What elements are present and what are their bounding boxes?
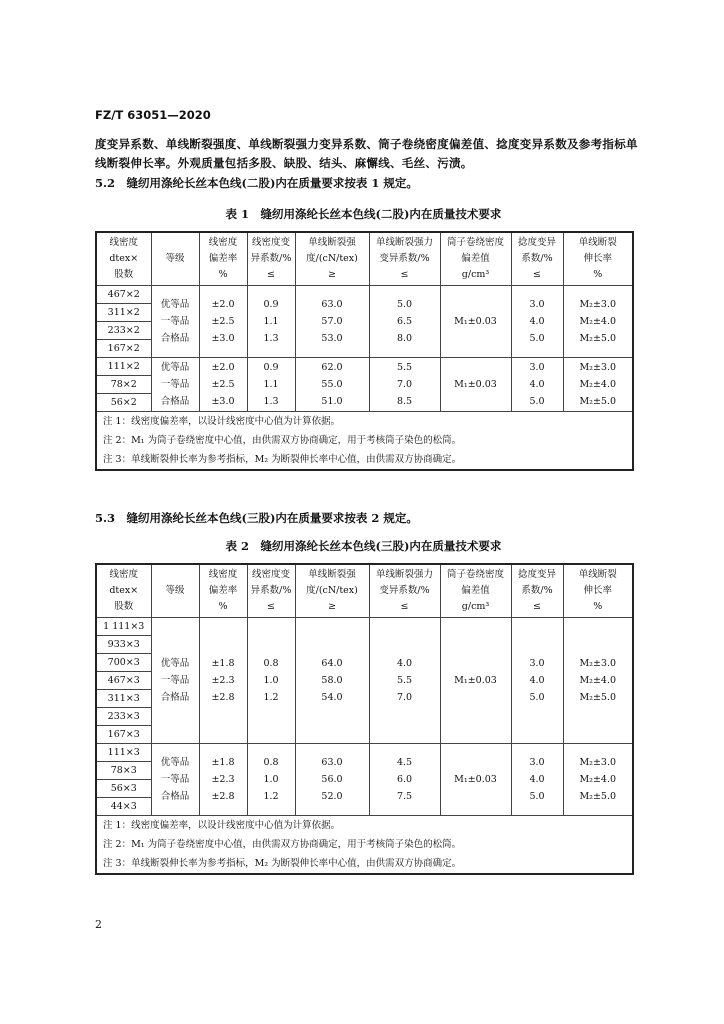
- header-line: dtex×: [109, 585, 139, 596]
- grades-value: 优等品: [160, 299, 190, 310]
- tenacity-cell: [295, 286, 369, 358]
- tenacity-value: 63.0: [321, 757, 343, 768]
- note-line: 注 3：单线断裂伸长率为参考指标，M₂ 为断裂伸长率中心值，由供需双方协商确定。: [103, 454, 462, 465]
- deviation-value: ±2.5: [211, 316, 235, 327]
- force_cv-value: 5.0: [396, 299, 413, 310]
- header-line: 偏差率: [208, 585, 238, 596]
- header-line: ≥: [328, 269, 336, 280]
- tenacity-value: 53.0: [321, 333, 343, 344]
- tenacity-value: 63.0: [321, 299, 343, 310]
- density-cell: 233×2: [96, 322, 151, 340]
- header-grade: 等级: [151, 232, 199, 286]
- tenacity-value: 52.0: [321, 791, 343, 802]
- force_cv-value: 7.0: [396, 379, 413, 390]
- header-grade: 等级: [151, 564, 199, 618]
- note-line: 注 1：线密度偏差率，以设计线密度中心值为计算依据。: [103, 416, 341, 427]
- force_cv-value: 7.5: [396, 791, 413, 802]
- package-cell: M₁±0.03: [440, 618, 511, 744]
- header-line: 线密度: [109, 569, 138, 580]
- cv-value: 0.9: [263, 299, 279, 310]
- cv-cell: [247, 358, 295, 412]
- header-line: 异系数/%: [250, 253, 292, 264]
- header-line: %: [593, 601, 603, 612]
- header-line: 变异系数/%: [379, 585, 430, 596]
- grades-value: 优等品: [160, 362, 190, 373]
- header-twist: [511, 564, 563, 618]
- twist-value: 4.0: [529, 774, 545, 785]
- density-cell: 233×3: [96, 708, 151, 726]
- header-line: 单线断裂强力: [375, 237, 433, 248]
- density-cell: 467×2: [96, 286, 151, 304]
- force_cv-value: 8.5: [396, 396, 413, 407]
- deviation-value: ±1.8: [211, 658, 235, 669]
- header-line: ≤: [533, 269, 541, 280]
- twist-value: 3.0: [529, 362, 545, 373]
- table1-caption: 表 1 缝纫用涤纶长丝本色线(二股)内在质量技术要求: [225, 207, 502, 221]
- cv-cell: [247, 618, 295, 744]
- standard-number: FZ/T 63051—2020: [95, 108, 211, 122]
- header-density: [96, 232, 151, 286]
- elong-value: M₂±3.0: [579, 362, 617, 373]
- package-cell: M₁±0.03: [440, 286, 511, 358]
- header-line: 变异系数/%: [379, 253, 430, 264]
- grades-cell: [151, 744, 199, 816]
- note-line: 注 1：线密度偏差率，以设计线密度中心值为计算依据。: [103, 820, 341, 831]
- twist-value: 5.0: [529, 333, 545, 344]
- cv-value: 0.8: [263, 757, 279, 768]
- cv-value: 1.2: [263, 692, 279, 703]
- elong-value: M₂±3.0: [579, 757, 617, 768]
- cv-cell: [247, 286, 295, 358]
- header-line: 筒子卷绕密度: [446, 569, 504, 580]
- grades-value: 一等品: [160, 675, 190, 686]
- tenacity-cell: [295, 744, 369, 816]
- tenacity-value: 57.0: [321, 316, 343, 327]
- grades-value: 优等品: [160, 757, 190, 768]
- header-line: 系数/%: [521, 585, 553, 596]
- density-cell: 467×3: [96, 672, 151, 690]
- force_cv-value: 6.0: [396, 774, 413, 785]
- force_cv-cell: [369, 286, 440, 358]
- header-line: 筒子卷绕密度: [446, 237, 504, 248]
- header-line: 度/(cN/tex): [306, 585, 358, 596]
- twist-value: 4.0: [529, 316, 545, 327]
- grades-value: 合格品: [160, 396, 190, 407]
- header-line: 线密度: [208, 237, 238, 248]
- header-cv: [247, 232, 295, 286]
- header-force_cv: [369, 232, 440, 286]
- table1: [95, 231, 634, 471]
- cv-value: 1.0: [263, 675, 279, 686]
- cv-value: 1.3: [263, 396, 279, 407]
- header-line: 线密度: [208, 569, 238, 580]
- header-line: 捻度变异: [517, 237, 556, 248]
- force_cv-value: 4.5: [396, 757, 413, 768]
- deviation-value: ±2.0: [211, 299, 235, 310]
- elong-cell: [563, 358, 633, 412]
- header-line: ≤: [267, 601, 275, 612]
- twist-cell: [511, 358, 563, 412]
- header-line: dtex×: [109, 253, 139, 264]
- twist-value: 4.0: [529, 675, 545, 686]
- header-line: 单线断裂: [578, 237, 617, 248]
- header-line: 股数: [114, 601, 134, 612]
- tenacity-value: 64.0: [321, 658, 343, 669]
- density-cell: 1 111×3: [96, 618, 151, 636]
- header-line: ≤: [267, 269, 275, 280]
- header-cv: [247, 564, 295, 618]
- force_cv-value: 8.0: [396, 333, 413, 344]
- deviation-cell: [199, 618, 247, 744]
- notes-row: [96, 412, 633, 471]
- table2-caption: 表 2 缝纫用涤纶长丝本色线(三股)内在质量技术要求: [225, 539, 502, 553]
- table-row: [96, 286, 633, 304]
- grades-value: 一等品: [160, 316, 190, 327]
- density-cell: 311×3: [96, 690, 151, 708]
- header-line: 线密度: [109, 237, 138, 248]
- intro-paragraph: 度变异系数、单线断裂强度、单线断裂强力变异系数、筒子卷绕密度偏差值、捻度变异系数及参考指标单线断裂伸长率。外观质量包括多股、缺股、结头、麻懈线、毛丝、污渍。: [95, 137, 638, 170]
- cv-value: 1.2: [263, 791, 279, 802]
- header-tenacity: [295, 564, 369, 618]
- density-cell: 44×3: [96, 798, 151, 816]
- tenacity-value: 62.0: [321, 362, 343, 373]
- density-cell: 78×2: [96, 376, 151, 394]
- force_cv-cell: [369, 618, 440, 744]
- header-line: 单线断裂: [578, 569, 617, 580]
- header-package: [440, 232, 511, 286]
- twist-cell: [511, 618, 563, 744]
- notes-cell: [96, 412, 633, 471]
- density-cell: 167×3: [96, 726, 151, 744]
- deviation-value: ±2.3: [211, 675, 235, 686]
- header-tenacity: [295, 232, 369, 286]
- elong-value: M₂±3.0: [579, 658, 617, 669]
- header-line: 度/(cN/tex): [306, 253, 358, 264]
- deviation-cell: [199, 286, 247, 358]
- package-cell: M₁±0.03: [440, 744, 511, 816]
- header-line: ≤: [533, 601, 541, 612]
- density-cell: 111×2: [96, 358, 151, 376]
- cv-value: 0.9: [263, 362, 279, 373]
- header-line: ≥: [328, 601, 336, 612]
- twist-cell: [511, 744, 563, 816]
- elong-value: M₂±3.0: [579, 299, 617, 310]
- table2: [95, 563, 634, 875]
- grades-value: 合格品: [160, 333, 190, 344]
- deviation-value: ±2.3: [211, 774, 235, 785]
- density-cell: 700×3: [96, 654, 151, 672]
- grades-value: 一等品: [160, 379, 190, 390]
- twist-value: 5.0: [529, 396, 545, 407]
- force_cv-value: 5.5: [396, 362, 413, 373]
- header-line: 单线断裂强: [308, 569, 356, 580]
- tenacity-value: 56.0: [321, 774, 343, 785]
- twist-value: 3.0: [529, 299, 545, 310]
- header-row: [96, 564, 633, 618]
- elong-cell: [563, 286, 633, 358]
- header-line: g/cm³: [461, 601, 490, 612]
- twist-value: 3.0: [529, 757, 545, 768]
- deviation-cell: [199, 744, 247, 816]
- header-elong: [563, 564, 633, 618]
- tenacity-value: 55.0: [321, 379, 343, 390]
- twist-value: 5.0: [529, 791, 545, 802]
- cv-value: 1.1: [263, 316, 279, 327]
- header-line: 系数/%: [521, 253, 553, 264]
- header-line: 线密度变: [251, 569, 290, 580]
- header-line: %: [593, 269, 603, 280]
- elong-cell: [563, 744, 633, 816]
- density-cell: 56×3: [96, 780, 151, 798]
- header-line: 单线断裂强: [308, 237, 356, 248]
- grades-cell: [151, 286, 199, 358]
- header-line: 线密度变: [251, 237, 290, 248]
- notes-row: [96, 816, 633, 875]
- elong-value: M₂±5.0: [579, 692, 617, 703]
- header-force_cv: [369, 564, 440, 618]
- elong-value: M₂±5.0: [579, 791, 617, 802]
- cv-value: 1.3: [263, 333, 279, 344]
- deviation-cell: [199, 358, 247, 412]
- elong-value: M₂±4.0: [579, 379, 617, 390]
- note-line: 注 3：单线断裂伸长率为参考指标，M₂ 为断裂伸长率中心值，由供需双方协商确定。: [103, 858, 462, 869]
- cv-value: 1.0: [263, 774, 279, 785]
- force_cv-cell: [369, 744, 440, 816]
- density-cell: 933×3: [96, 636, 151, 654]
- header-density: [96, 564, 151, 618]
- twist-value: 5.0: [529, 692, 545, 703]
- header-deviation: [199, 564, 247, 618]
- tenacity-value: 51.0: [321, 396, 343, 407]
- tenacity-cell: [295, 358, 369, 412]
- note-line: 注 2：M₁ 为筒子卷绕密度中心值，由供需双方协商确定，用于考核筒子染色的松筒。: [103, 435, 462, 446]
- header-line: ≤: [400, 601, 409, 612]
- density-cell: 167×2: [96, 340, 151, 358]
- force_cv-value: 6.5: [396, 316, 413, 327]
- cv-value: 0.8: [263, 658, 279, 669]
- header-line: 伸长率: [583, 585, 612, 596]
- header-package: [440, 564, 511, 618]
- header-line: 偏差值: [461, 585, 490, 596]
- deviation-value: ±2.5: [211, 379, 235, 390]
- density-cell: 311×2: [96, 304, 151, 322]
- force_cv-value: 5.5: [396, 675, 413, 686]
- force_cv-value: 7.0: [396, 692, 413, 703]
- twist-value: 3.0: [529, 658, 545, 669]
- notes-cell: [96, 816, 633, 875]
- grades-cell: [151, 358, 199, 412]
- header-line: 偏差值: [461, 253, 490, 264]
- grades-value: 合格品: [160, 791, 190, 802]
- section-5-3: 5.3 缝纫用涤纶长丝本色线(三股)内在质量要求按表 2 规定。: [95, 511, 418, 525]
- grades-value: 优等品: [160, 658, 190, 669]
- table-row: [96, 744, 633, 762]
- force_cv-cell: [369, 358, 440, 412]
- density-cell: 111×3: [96, 744, 151, 762]
- header-line: 偏差率: [208, 253, 238, 264]
- tenacity-value: 58.0: [321, 675, 343, 686]
- header-line: g/cm³: [461, 269, 490, 280]
- elong-value: M₂±5.0: [579, 333, 617, 344]
- density-cell: 56×2: [96, 394, 151, 412]
- twist-cell: [511, 286, 563, 358]
- header-line: %: [218, 269, 228, 280]
- tenacity-value: 54.0: [321, 692, 343, 703]
- header-elong: [563, 232, 633, 286]
- header-line: 股数: [114, 269, 134, 280]
- elong-value: M₂±4.0: [579, 316, 617, 327]
- density-cell: 78×3: [96, 762, 151, 780]
- package-cell: M₁±0.03: [440, 358, 511, 412]
- deviation-value: ±3.0: [211, 396, 235, 407]
- elong-value: M₂±4.0: [579, 675, 617, 686]
- header-line: 伸长率: [583, 253, 612, 264]
- cv-value: 1.1: [263, 379, 279, 390]
- table-row: [96, 618, 633, 636]
- twist-value: 4.0: [529, 379, 545, 390]
- elong-value: M₂±4.0: [579, 774, 617, 785]
- deviation-value: ±2.8: [211, 791, 235, 802]
- cv-cell: [247, 744, 295, 816]
- deviation-value: ±2.8: [211, 692, 235, 703]
- header-line: 单线断裂强力: [375, 569, 433, 580]
- note-line: 注 2：M₁ 为筒子卷绕密度中心值，由供需双方协商确定，用于考核筒子染色的松筒。: [103, 839, 462, 850]
- section-5-2: 5.2 缝纫用涤纶长丝本色线(二股)内在质量要求按表 1 规定。: [95, 176, 418, 190]
- tenacity-cell: [295, 618, 369, 744]
- deviation-value: ±1.8: [211, 757, 235, 768]
- elong-value: M₂±5.0: [579, 396, 617, 407]
- header-line: ≤: [400, 269, 409, 280]
- table-row: [96, 358, 633, 376]
- header-row: [96, 232, 633, 286]
- grades-cell: [151, 618, 199, 744]
- force_cv-value: 4.0: [396, 658, 413, 669]
- deviation-value: ±2.0: [211, 362, 235, 373]
- header-deviation: [199, 232, 247, 286]
- grades-value: 合格品: [160, 692, 190, 703]
- header-line: 异系数/%: [250, 585, 292, 596]
- header-twist: [511, 232, 563, 286]
- page-number: 2: [95, 918, 102, 931]
- grades-value: 一等品: [160, 774, 190, 785]
- elong-cell: [563, 618, 633, 744]
- header-line: %: [218, 601, 228, 612]
- deviation-value: ±3.0: [211, 333, 235, 344]
- header-line: 捻度变异: [517, 569, 556, 580]
